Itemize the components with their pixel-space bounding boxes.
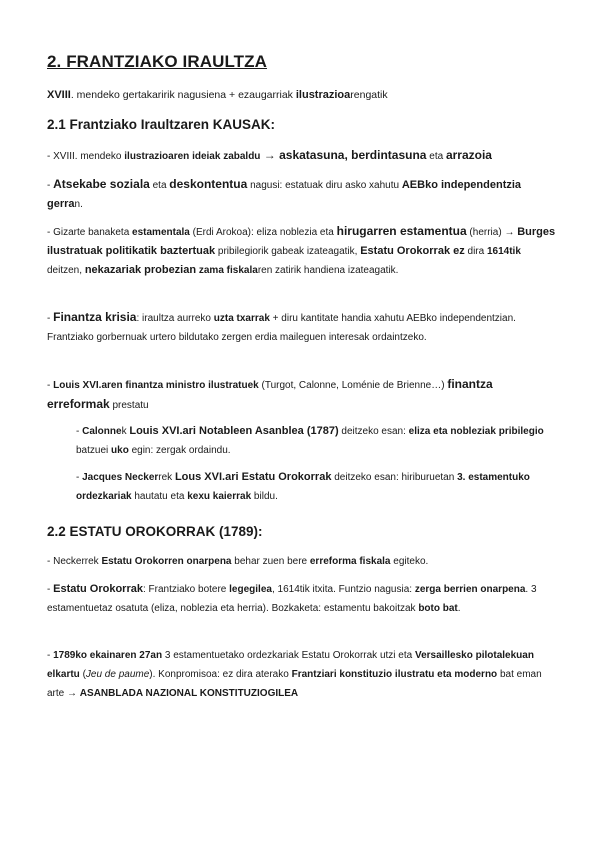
text: - xyxy=(47,180,54,191)
text: deitzeko esan: xyxy=(338,426,409,437)
paragraph-finantza-krisia xyxy=(47,308,557,347)
text: ilustrazioaren ideiak zabaldu xyxy=(124,151,261,162)
text: arrazoia xyxy=(445,148,492,162)
text: egiteko. xyxy=(390,556,429,567)
text: Louis XVI.ari Notableen Asanblea (1787) xyxy=(129,425,339,437)
paragraph-finantza-ministroak xyxy=(47,375,557,415)
text: , 1614tik itxita. Funtzio nagusia: xyxy=(271,584,415,595)
text: deitzeko esan: hiriburuetan xyxy=(331,472,458,483)
text: Frantziari konstituzio ilustratu eta moderno xyxy=(291,669,498,680)
text: k xyxy=(121,426,130,437)
text: prestatu xyxy=(109,400,149,411)
text: behar zuen bere xyxy=(231,556,310,567)
text: Jacques Necker xyxy=(82,472,159,483)
text: batzuei xyxy=(76,445,112,456)
section-heading-estatu-orokorrak: 2.2 ESTATU OROKORRAK (1789): xyxy=(47,524,263,539)
text: : Frantziako botere xyxy=(142,584,230,595)
text: uzta txarrak xyxy=(213,313,270,324)
text: - Gizarte banaketa xyxy=(47,227,133,238)
text: 3. estamentuko ordezkariak xyxy=(76,472,530,502)
paragraph-gizarte-banaketa xyxy=(47,222,557,280)
text: bat eman arte → xyxy=(47,669,542,699)
text: ). Konpromisoa: ez dira aterako xyxy=(149,669,292,680)
text: ASANBLADA NAZIONAL KONSTITUZIOGILEA xyxy=(79,688,299,699)
text: eta xyxy=(426,151,446,162)
text: - XVIII. mendeko xyxy=(47,151,125,162)
text: Estatu Orokorrak ez xyxy=(360,245,465,257)
text: hirugarren estamentua xyxy=(336,224,467,238)
text: + diru kantitate handia xahutu AEBko independentzian. Frantziako gorbernuak urtero bildutako zergen erdia maileguen interesak ordaintzeko. xyxy=(47,313,516,343)
text: Lous XVI.ari Estatu Orokorrak xyxy=(174,471,332,483)
text: boto bat xyxy=(418,603,458,614)
text: estamentala xyxy=(132,227,190,238)
text: AEBko independentzia gerra xyxy=(47,179,522,210)
text: Burges ilustratuak politikatik baztertuak xyxy=(47,226,556,257)
paragraph-estatu-orokorrak xyxy=(47,580,557,618)
text: ren zatirik handiena izateagatik. xyxy=(257,265,399,276)
text: zama fiskala xyxy=(198,265,258,276)
paragraph-neckerrek xyxy=(47,552,557,571)
text: nagusi: estatuak diru asko xahutu xyxy=(247,180,402,191)
text: (Erdi Arokoa): eliza noblezia eta xyxy=(189,227,337,238)
text: Louis XVI.aren finantza ministro ilustratuek xyxy=(53,380,259,391)
text: - xyxy=(47,313,54,324)
text: Finantza krisia xyxy=(53,310,137,324)
text: uko xyxy=(111,445,129,456)
text: (Turgot, Calonne, Loménie de Brienne…) xyxy=(258,380,448,391)
text: legegilea xyxy=(229,584,272,595)
text: askatasuna, berdintasuna xyxy=(279,148,427,162)
text: deitzen, xyxy=(47,265,85,276)
text: Estatu Orokorrak xyxy=(53,583,143,595)
text: Estatu Orokorren onarpena xyxy=(101,556,232,567)
text: 1614tik xyxy=(486,246,521,257)
paragraph-ilustrazioa xyxy=(47,146,557,166)
intro-keyword: ilustrazioa xyxy=(295,89,351,101)
text: pribilegiorik gabeak izateagatik, xyxy=(215,246,361,257)
text: - xyxy=(76,426,83,437)
text: n. xyxy=(74,199,83,210)
text: eliza eta nobleziak pribilegio xyxy=(408,426,544,437)
intro-century: XVIII xyxy=(47,89,71,101)
text: 3 estamentuetako ordezkariak Estatu Orokorrak utzi eta xyxy=(162,650,415,661)
intro-text: . mendeko gertakaririk nagusiena + ezaugarriak xyxy=(70,89,296,101)
text: egin: zergak ordaindu. xyxy=(128,445,231,456)
text: . xyxy=(457,603,461,614)
text: . 3 estamentuetaz osatuta (eliza, noblezia eta herria). Bozkaketa: estamentu bakoitzak xyxy=(47,584,537,614)
text: rek xyxy=(158,472,175,483)
text: bildu. xyxy=(251,491,278,502)
text: - xyxy=(76,472,83,483)
text: Calonne xyxy=(82,426,122,437)
text: eta xyxy=(149,180,170,191)
text: zerga berrien onarpena xyxy=(414,584,526,595)
intro-suffix: rengatik xyxy=(350,89,388,101)
text: finantza erreformak xyxy=(47,377,493,411)
text: : iraultza aurreko xyxy=(136,313,214,324)
text: kexu kaierrak xyxy=(187,491,252,502)
text: deskontentua xyxy=(169,177,248,191)
text: - xyxy=(47,584,54,595)
text: - xyxy=(47,380,54,391)
page-title: 2. FRANTZIAKO IRAULTZA xyxy=(47,52,268,71)
text: 1789ko ekainaren 27an xyxy=(53,650,163,661)
text: - Neckerrek xyxy=(47,556,102,567)
text: nekazariak probezian xyxy=(84,264,197,276)
arrow: → xyxy=(260,148,280,162)
paragraph-calonne xyxy=(76,422,556,460)
text: (herria) → xyxy=(466,227,518,238)
text: Jeu de paume xyxy=(85,669,150,680)
text: ( xyxy=(79,669,86,680)
text: hautatu eta xyxy=(131,491,188,502)
text: - xyxy=(47,650,54,661)
text: Atsekabe soziala xyxy=(53,177,150,191)
section-heading-causes: 2.1 Frantziako Iraultzaren KAUSAK: xyxy=(47,117,276,132)
paragraph-necker xyxy=(76,468,556,506)
paragraph-atsekabe xyxy=(47,175,557,214)
paragraph-ekainaren-27 xyxy=(47,646,557,703)
text: dira xyxy=(464,246,487,257)
text: erreforma fiskala xyxy=(309,556,391,567)
text: Versaillesko pilotalekuan elkartu xyxy=(47,650,534,680)
intro-line xyxy=(47,89,388,101)
